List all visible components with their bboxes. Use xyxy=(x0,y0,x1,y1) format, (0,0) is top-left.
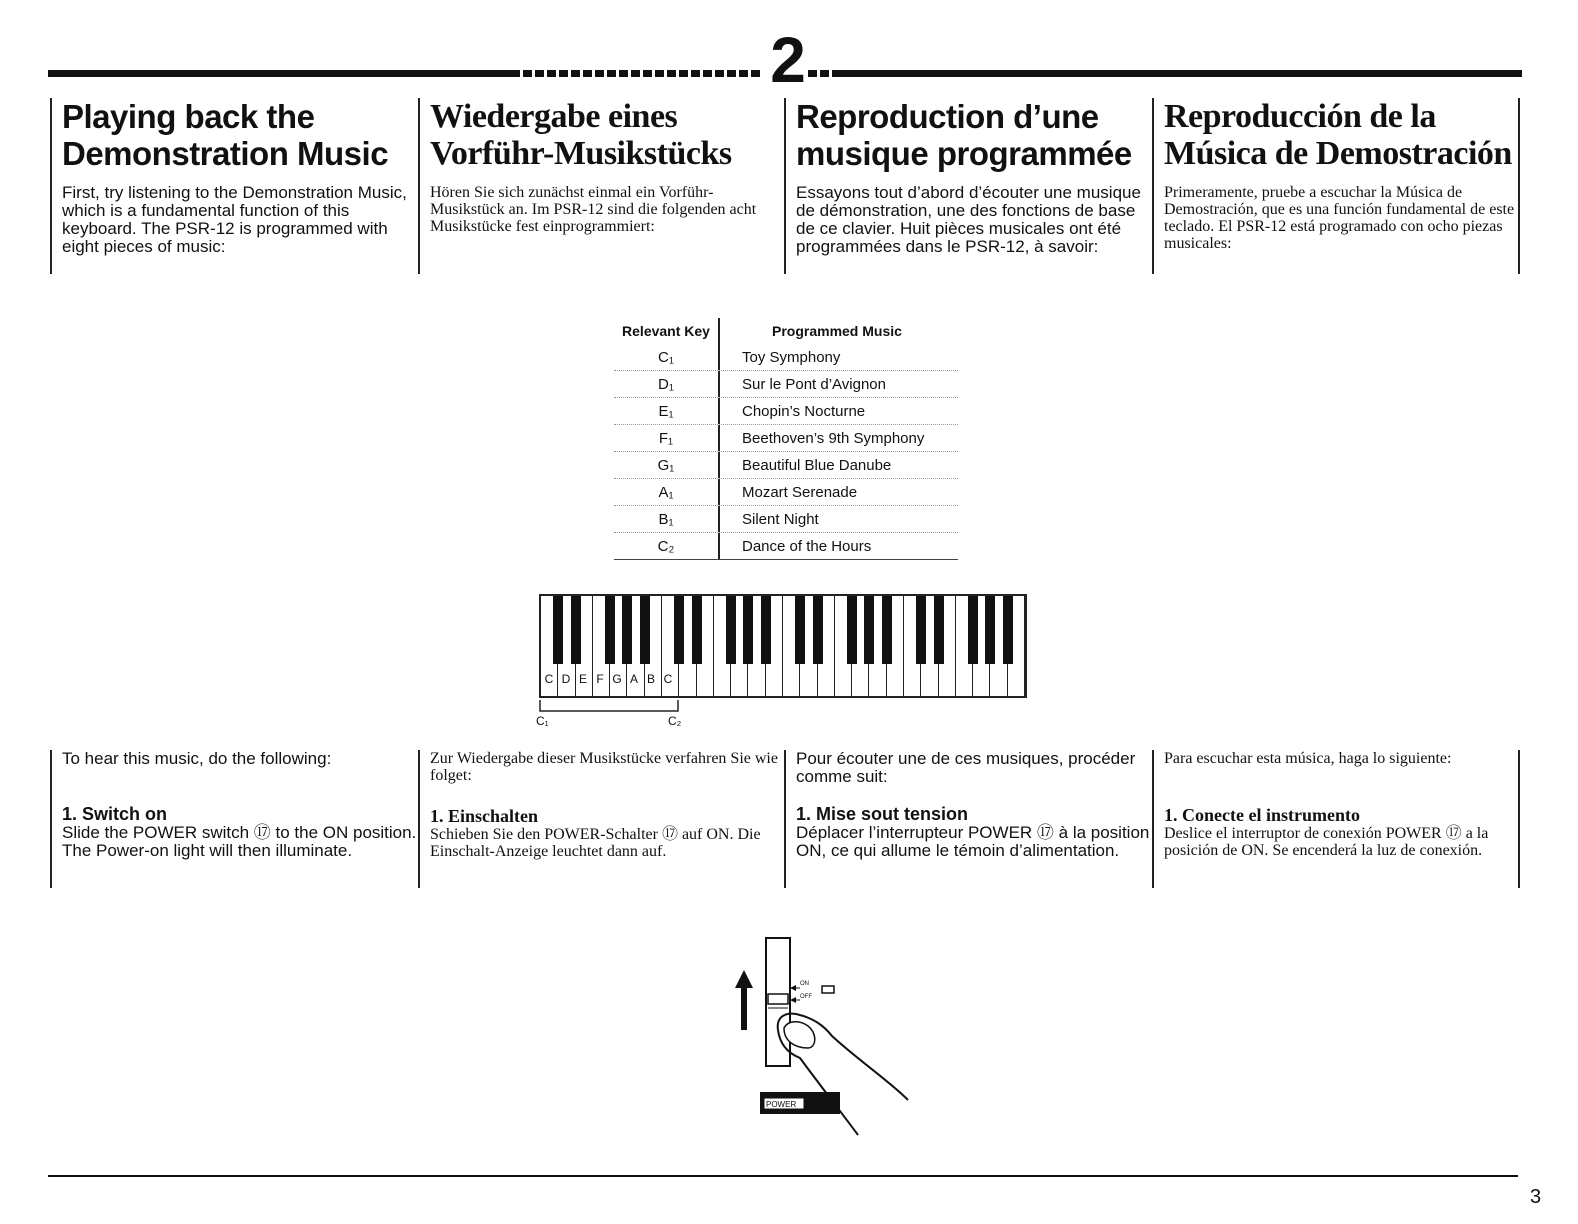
black-key xyxy=(864,596,874,664)
table-row xyxy=(614,479,958,506)
table-cell-key: C₂ xyxy=(614,533,720,559)
range-end-label: C₂ xyxy=(668,714,682,728)
table-cell-key: F₁ xyxy=(614,425,720,451)
black-key xyxy=(692,596,702,664)
black-key xyxy=(571,596,581,664)
table-header-key: Relevant Key xyxy=(614,318,720,344)
table-cell-music: Chopin’s Nocturne xyxy=(742,402,866,420)
note-label: A xyxy=(629,672,638,686)
table-cell-key: E₁ xyxy=(614,398,720,424)
black-key xyxy=(813,596,823,664)
black-key xyxy=(1003,596,1013,664)
power-label: POWER xyxy=(766,1100,797,1109)
heading-french xyxy=(796,98,1152,172)
table-cell-music: Dance of the Hours xyxy=(742,537,872,555)
hear-instruction: Pour écouter une de ces musiques, procéder comme suit: xyxy=(796,749,1136,786)
off-label: OFF xyxy=(800,994,812,1000)
note-label: F xyxy=(596,672,604,686)
step-title: 1. Conecte el instrumento xyxy=(1164,805,1360,825)
note-label: B xyxy=(646,672,655,686)
step-text: Schieben Sie den POWER-Schalter ⑰ auf ON. Die Einschalt-Anzeige leuchtet dann auf. xyxy=(430,826,761,860)
table-cell-key: G₁ xyxy=(614,452,720,478)
note-label: C xyxy=(663,672,673,686)
hear-instruction: Para escuchar esta música, haga lo siguiente: xyxy=(1164,750,1452,767)
step-text: Déplacer l’interrupteur POWER ⑰ à la position ON, ce qui allume le témoin d’alimentation. xyxy=(796,823,1150,860)
heading-line: Reproducción de la xyxy=(1164,98,1436,135)
step-text: Deslice el interruptor de conexión POWER ⑰ a la posición de ON. Se encenderá la luz de conexión. xyxy=(1164,825,1489,859)
table-cell-music: Beautiful Blue Danube xyxy=(742,456,892,474)
step-title: 1. Einschalten xyxy=(430,806,539,826)
hear-instruction: To hear this music, do the following: xyxy=(62,749,332,768)
heading-line: Reproduction d’une xyxy=(796,98,1099,135)
table-row xyxy=(614,425,958,452)
table-row xyxy=(614,506,958,533)
heading-line: Vorführ-Musikstücks xyxy=(430,135,732,172)
note-label: G xyxy=(612,672,622,686)
hear-instruction: Zur Wiedergabe dieser Musikstücke verfahren Sie wie folget: xyxy=(430,750,778,784)
column-french-steps xyxy=(784,750,1152,888)
note-label: D xyxy=(561,672,571,686)
chapter-number: 2 xyxy=(770,24,806,96)
heading-german xyxy=(430,98,784,172)
column-german-steps xyxy=(418,750,784,888)
intro-text: Primeramente, pruebe a escuchar la Música de Demostración, que es una función fundamental de este teclado. El PSR-12 está programado con ocho piezas musicales: xyxy=(1164,184,1515,252)
table-cell-key: A₁ xyxy=(614,479,720,505)
black-key xyxy=(640,596,650,664)
table-cell-music: Silent Night xyxy=(742,510,819,528)
step-title: 1. Switch on xyxy=(62,804,168,824)
chapter-rule-dashes-left xyxy=(520,70,760,77)
intro-text: Essayons tout d’abord d’écouter une musique de démonstration, une des fonctions de base de ce clavier. Huit pièces musicales ont été programmées dans le PSR-12, à savoir: xyxy=(796,183,1141,256)
black-key xyxy=(553,596,563,664)
table-cell-key: C₁ xyxy=(614,344,720,370)
table-row xyxy=(614,452,958,479)
step-title: 1. Mise sout tension xyxy=(796,804,969,824)
black-key xyxy=(968,596,978,664)
table-cell-music: Beethoven’s 9th Symphony xyxy=(742,429,925,447)
note-label: E xyxy=(578,672,587,686)
black-key xyxy=(882,596,892,664)
column-spanish-steps xyxy=(1152,750,1520,888)
table-cell-key: B₁ xyxy=(614,506,720,532)
heading-english xyxy=(62,98,418,172)
heading-line: Demonstration Music xyxy=(62,135,389,172)
power-indicator-icon xyxy=(822,986,834,993)
black-key xyxy=(743,596,753,664)
black-key xyxy=(622,596,632,664)
arrow-up-icon xyxy=(735,970,753,988)
chapter-rule-right xyxy=(832,70,1522,77)
note-label: C xyxy=(544,672,554,686)
black-key xyxy=(795,596,805,664)
range-start-label: C₁ xyxy=(536,714,549,728)
column-english-intro xyxy=(50,98,418,274)
column-spanish-intro xyxy=(1152,98,1520,274)
step-text: Slide the POWER switch ⑰ to the ON position. The Power-on light will then illuminate. xyxy=(62,823,417,860)
black-key xyxy=(985,596,995,664)
column-english-steps xyxy=(50,750,418,888)
black-key xyxy=(934,596,944,664)
footer-rule xyxy=(48,1175,1518,1177)
black-key xyxy=(847,596,857,664)
table-cell-key: D₁ xyxy=(614,371,720,397)
heading-line: Playing back the xyxy=(62,98,315,135)
table-header-row xyxy=(614,318,958,344)
table-row xyxy=(614,371,958,398)
heading-line: musique programmée xyxy=(796,135,1132,172)
table-row xyxy=(614,344,958,371)
power-switch-illustration xyxy=(728,930,928,1140)
on-label: ON xyxy=(800,981,809,987)
heading-line: Música de Demostración xyxy=(1164,135,1512,172)
column-german-intro xyxy=(418,98,784,274)
demo-music-table xyxy=(614,318,958,560)
page-number: 3 xyxy=(1530,1186,1542,1208)
heading-line: Wiedergabe eines xyxy=(430,98,678,135)
black-key xyxy=(726,596,736,664)
black-key xyxy=(605,596,615,664)
table-cell-music: Toy Symphony xyxy=(742,348,841,366)
column-french-intro xyxy=(784,98,1152,274)
table-cell-music: Sur le Pont d’Avignon xyxy=(742,375,886,393)
intro-text: First, try listening to the Demonstration Music, which is a fundamental function of this keyboard. The PSR-12 is programmed with eight pieces of music: xyxy=(62,183,407,256)
table-cell-music: Mozart Serenade xyxy=(742,483,858,501)
table-header-music: Programmed Music xyxy=(772,323,902,339)
table-row xyxy=(614,533,958,560)
intro-text: Hören Sie sich zunächst einmal ein Vorführ-Musikstück an. Im PSR-12 sind die folgenden acht Musikstücke fest einprogrammiert: xyxy=(430,184,757,235)
black-key xyxy=(916,596,926,664)
black-key xyxy=(761,596,771,664)
heading-spanish xyxy=(1164,98,1518,172)
table-row xyxy=(614,398,958,425)
black-key xyxy=(674,596,684,664)
